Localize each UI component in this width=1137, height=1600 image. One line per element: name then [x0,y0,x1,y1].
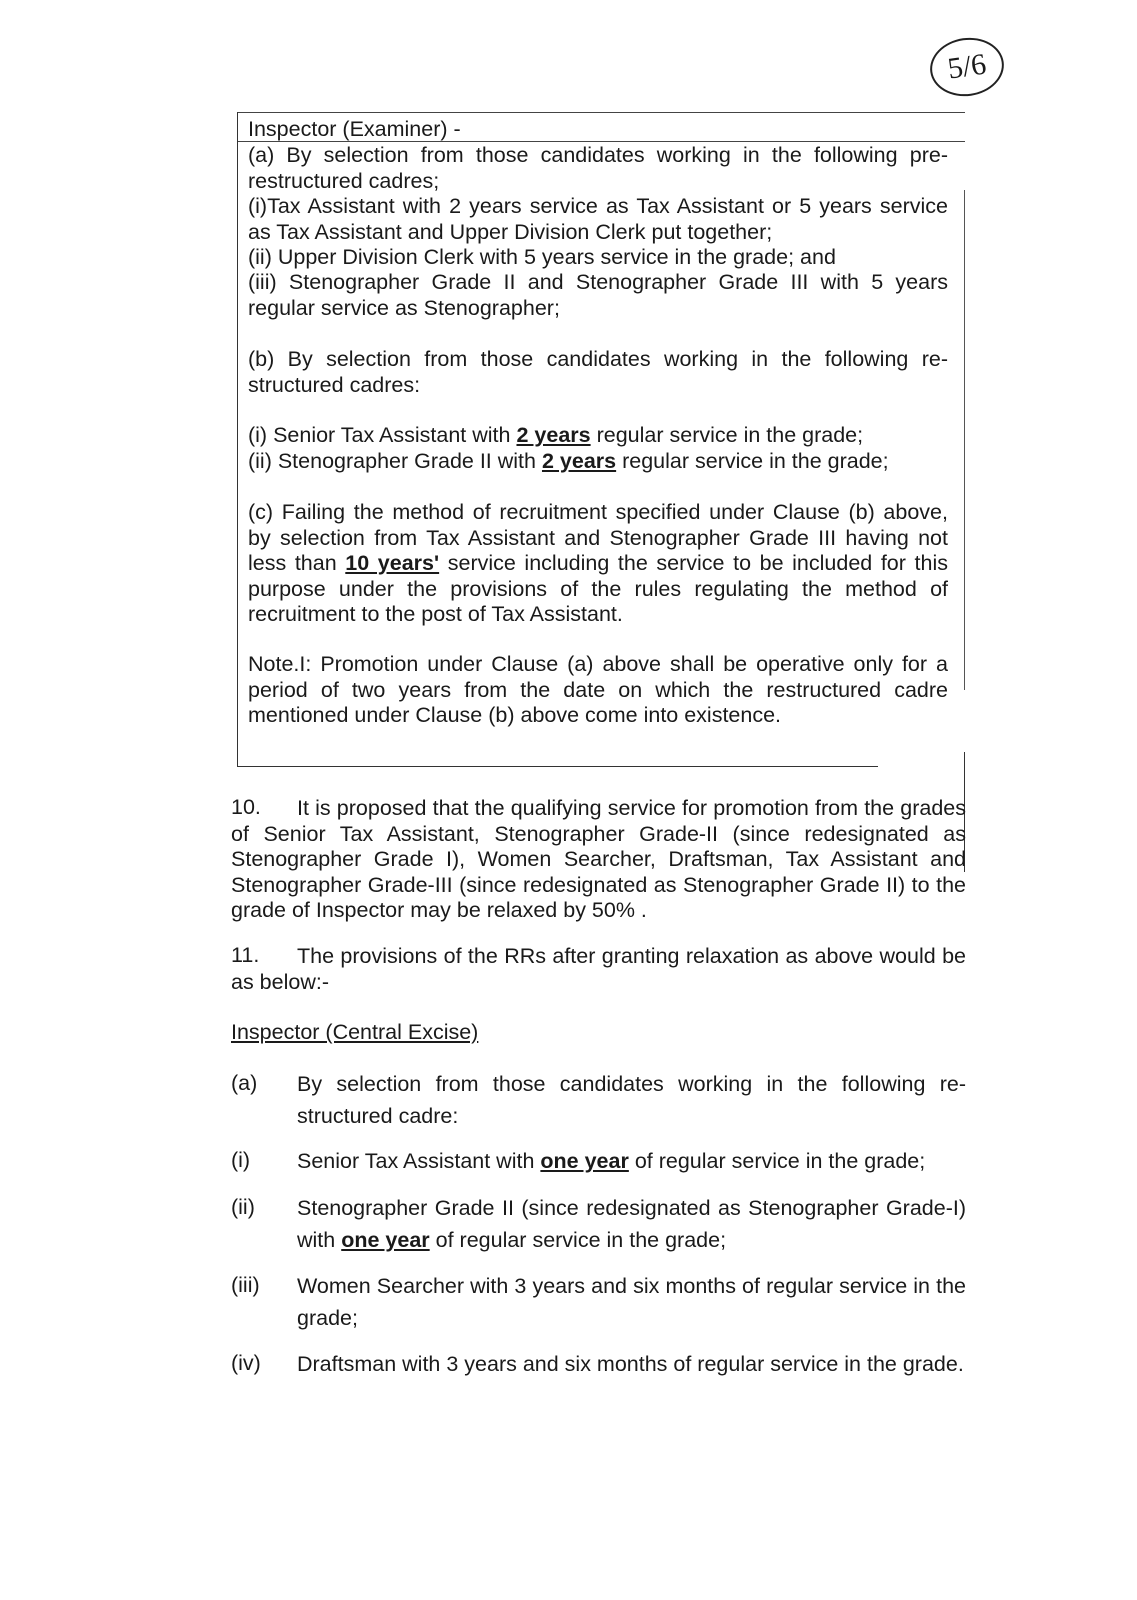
item-a-label: (a) [231,1071,258,1095]
para-10-text: It is proposed that the qualifying service for promotion from the grades of Senior Tax Assistant, Stenographer Grade-II (since redesignated as Stenographer Grade I), Women Searcher, Draftsman, Tax Assistant and Stenographer Grade-III (since redesignated as Stenographer Grade II) to the grade of Inspector may be relaxed by 50% . [231,796,966,922]
page-number-stamp [926,33,1007,101]
item-iv-label: (iv) [231,1351,261,1375]
clause-b-i-pre: (i) Senior Tax Assistant with [248,423,511,447]
item-i-pre: Senior Tax Assistant with [297,1149,535,1173]
clause-a-iii: (iii) Stenographer Grade II and Stenographer Grade III with 5 years regular service as Stenographer; [248,270,948,320]
item-iii-label: (iii) [231,1273,260,1297]
clause-a-i: (i)Tax Assistant with 2 years service as Tax Assistant or 5 years service as Tax Assistant and Upper Division Clerk put together; [248,194,948,244]
section-heading: Inspector (Central Excise) [231,1020,479,1044]
para-11-number: 11. [231,943,260,967]
item-iv-text: Draftsman with 3 years and six months of regular service in the grade. [297,1352,964,1376]
item-i-label: (i) [231,1148,251,1172]
clause-c-pre: (c) Failing the method of recruitment specified under Clause (b) above, by selection from Tax Assistant and Stenographer Grade III having not less than [248,500,948,575]
item-iii-text: Women Searcher with 3 years and six months of regular service in the grade; [297,1274,966,1330]
clause-b-ii-pre: (ii) Stenographer Grade II with [248,449,536,473]
para-11-text: The provisions of the RRs after granting relaxation as above would be as below:- [231,944,966,994]
box-bottom-border [238,766,878,767]
clause-b-i [248,423,948,449]
clause-b-i-emphasis: 2 years [516,423,591,447]
para-10-number: 10. [231,795,261,819]
item-ii-emphasis: one year [341,1228,430,1252]
clause-a: (a) By selection from those candidates working in the following pre-restructured cadres; [248,143,948,193]
clause-b-ii-emphasis: 2 years [541,449,617,473]
clause-c [248,500,948,628]
note-one: Note.I: Promotion under Clause (a) above shall be operative only for a period of two years from the date on which the restructured cadre mentioned under Clause (b) above come into existence. [248,652,948,727]
clause-b-i-post: regular service in the grade; [596,423,864,447]
clause-c-post: service including the service to be included for this purpose under the provisions of the rules regulating the method of recruitment to the post of Tax Assistant. [248,551,948,626]
item-ii-post: of regular service in the grade; [435,1228,727,1252]
clause-b-ii [248,449,948,475]
item-ii-label: (ii) [231,1195,255,1219]
page-number: 5/6 [945,47,989,86]
item-i-text [297,1145,966,1177]
box-right-border [964,190,965,690]
item-a-text: By selection from those candidates working in the following re-structured cadre: [297,1072,966,1128]
item-i-emphasis: one year [540,1149,629,1173]
item-i-post: of regular service in the grade; [634,1149,926,1173]
clause-b: (b) By selection from those candidates working in the following re-structured cadres: [248,347,948,397]
clause-c-emphasis: 10 years' [345,551,440,575]
box-top-border [238,112,965,113]
clause-b-ii-post: regular service in the grade; [622,449,889,473]
item-ii-text [297,1192,966,1256]
clause-a-ii: (ii) Upper Division Clerk with 5 years service in the grade; and [248,245,836,269]
box-title: Inspector (Examiner) - [248,117,461,141]
item-ii-pre: Stenographer Grade II (since redesignated as Stenographer Grade-I) with [297,1196,966,1252]
